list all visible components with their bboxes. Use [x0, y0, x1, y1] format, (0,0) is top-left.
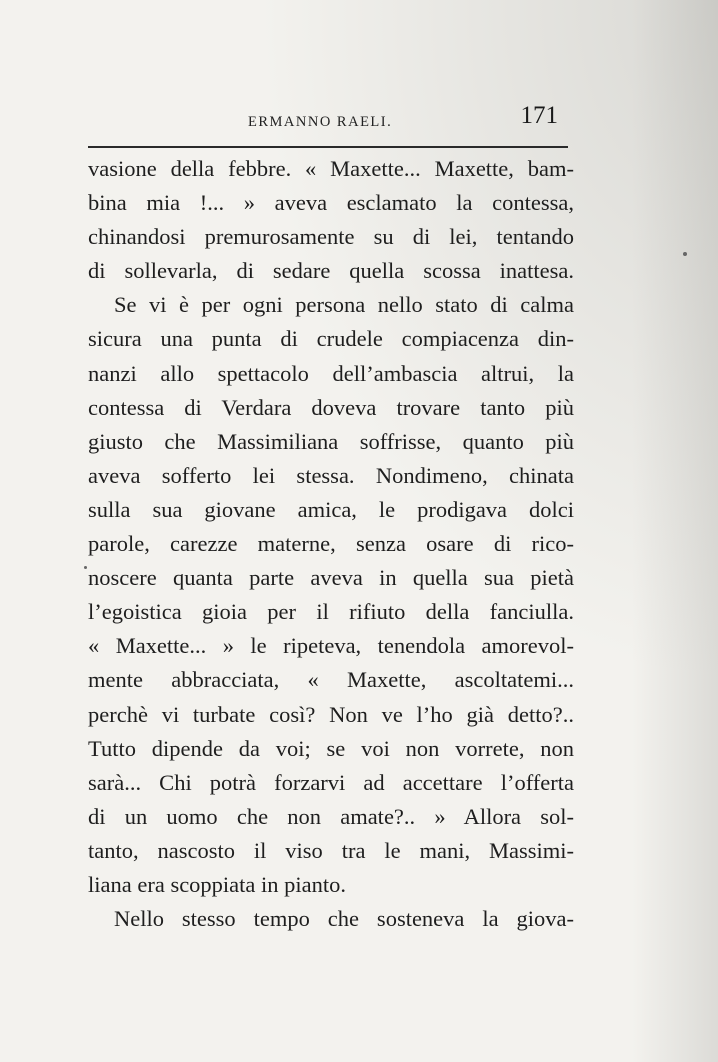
text-line: sulla sua giovane amica, le prodigava dolci [88, 496, 574, 522]
body-text [88, 152, 574, 936]
text-line: chinandosi premurosamente su di lei, tentando [88, 224, 574, 250]
text-line: contessa di Verdara doveva trovare tanto più [88, 394, 574, 420]
page-header [88, 96, 570, 136]
text-line: sicura una punta di crudele compiacenza din- [88, 326, 574, 352]
page-number: 171 [520, 102, 558, 129]
ink-speck [84, 566, 87, 569]
running-title: ERMANNO RAELI. [248, 114, 393, 130]
text-line: noscere quanta parte aveva in quella sua pietà [88, 565, 574, 591]
text-line: vasione della febbre. « Maxette... Maxette, bam- [88, 156, 574, 181]
text-line: di sollevarla, di sedare quella scossa inattesa. [88, 258, 574, 284]
text-line: l’egoistica gioia per il rifiuto della fanciulla. [88, 599, 574, 625]
text-line: liana era scoppiata in pianto. [88, 871, 347, 897]
text-line: sarà... Chi potrà forzarvi ad accettare l’offerta [88, 769, 574, 795]
text-line: bina mia !... » aveva esclamato la contessa, [88, 190, 574, 216]
text-line: Se vi è per ogni persona nello stato di calma [114, 292, 574, 318]
text-line: di un uomo che non amate?.. » Allora sol- [88, 803, 574, 829]
text-line: Nello stesso tempo che sosteneva la giova- [114, 906, 574, 932]
text-line: mente abbracciata, « Maxette, ascoltatemi... [88, 667, 574, 693]
text-line: giusto che Massimiliana soffrisse, quanto più [88, 428, 574, 454]
text-line: tanto, nascosto il viso tra le mani, Massimi- [88, 837, 574, 863]
ink-speck [683, 252, 687, 256]
text-line: aveva sofferto lei stessa. Nondimeno, chinata [88, 462, 574, 488]
text-line: Tutto dipende da voi; se voi non vorrete, non [88, 735, 574, 761]
text-line: perchè vi turbate così? Non ve l’ho già detto?.. [88, 701, 574, 727]
text-line: « Maxette... » le ripeteva, tenendola amorevol- [88, 633, 574, 659]
text-line: parole, carezze materne, senza osare di rico- [88, 531, 574, 557]
header-rule [88, 146, 568, 148]
text-line: nanzi allo spettacolo dell’ambascia altrui, la [88, 360, 574, 386]
